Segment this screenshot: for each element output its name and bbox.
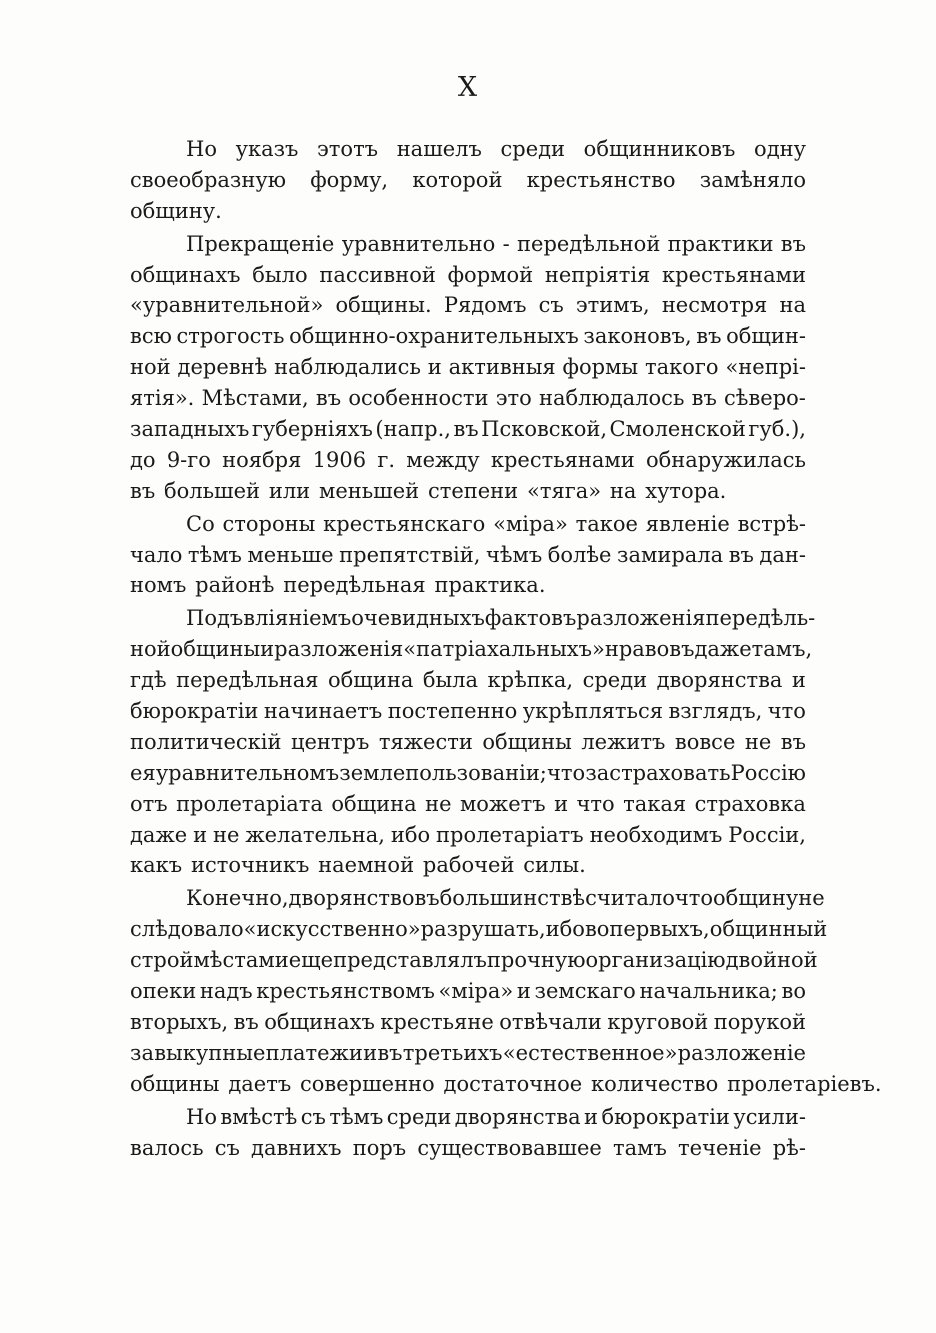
word: (напр., (375, 417, 451, 442)
word: за (130, 1040, 154, 1065)
word: передѣльная (283, 573, 426, 598)
word: не (744, 729, 772, 754)
word: крестьянствомъ (256, 979, 435, 1004)
text-line (130, 229, 806, 260)
word: чало (130, 542, 183, 567)
word: активныя (448, 355, 556, 380)
word: политическій (130, 729, 282, 754)
word: «непрі- (725, 355, 806, 380)
text-line (130, 634, 813, 665)
word: Рядомъ (443, 293, 527, 318)
word: и (260, 637, 275, 662)
word: Конечно, (186, 886, 289, 911)
word: дворянства (656, 668, 783, 693)
word: въ (696, 324, 722, 349)
word: до (130, 447, 156, 472)
word: разложенія (274, 637, 404, 662)
word: Россіи, (728, 822, 806, 847)
word: которой (412, 167, 503, 192)
word: ноября (222, 447, 302, 472)
word: страховка (694, 791, 806, 816)
word: дворянства (454, 1104, 581, 1129)
word: нравовъ (604, 637, 695, 662)
word: этотъ (317, 137, 379, 161)
word: «тяга» (526, 478, 602, 503)
word: въ (453, 417, 479, 442)
word: порукой (713, 1009, 806, 1034)
word: и (516, 979, 531, 1004)
word: Россію (730, 760, 806, 785)
word: дан- (759, 542, 806, 567)
word: и (584, 1104, 599, 1129)
word: несмотря (661, 293, 768, 318)
word: вмѣстѣ (220, 1104, 298, 1129)
word: источникъ (190, 853, 310, 878)
text-line (130, 914, 828, 945)
word: строй (130, 948, 194, 973)
word: крестьянскаго (323, 511, 486, 536)
text-line (130, 383, 806, 414)
paragraph (130, 603, 816, 881)
word: это (495, 386, 532, 411)
word: нашелъ (396, 137, 482, 161)
word: «искусственно» (243, 917, 421, 942)
text-line (130, 727, 806, 758)
word: хутора. (645, 478, 727, 503)
word: начинаетъ (263, 699, 383, 724)
text-line (130, 1133, 806, 1164)
word: практики (667, 231, 774, 256)
word: большинствѣ (439, 886, 586, 911)
word: передѣльной (517, 231, 661, 256)
word: районѣ (195, 573, 275, 598)
word: передѣльная (176, 668, 319, 693)
word: формой (447, 262, 534, 287)
text-line (130, 850, 806, 881)
word: община (328, 668, 414, 693)
text-line (130, 1007, 806, 1038)
word: крестьянами (662, 262, 806, 287)
word: выкупные (154, 1040, 266, 1065)
word: дворянство (288, 886, 415, 911)
word: наемной (318, 853, 415, 878)
word: номъ (130, 573, 187, 598)
text-line (130, 445, 806, 476)
word: Со (186, 511, 215, 536)
word: «уравнительной» (130, 293, 324, 318)
word: губерніяхъ (251, 417, 373, 442)
text-line (130, 196, 806, 227)
word: представлялъ (333, 948, 487, 973)
word: еще (288, 948, 334, 973)
word: деревнѣ (177, 355, 268, 380)
word: всю (130, 324, 172, 349)
word: меньше (247, 542, 334, 567)
word: крестьяне (380, 1009, 494, 1034)
word: ея (130, 760, 156, 785)
word: на (779, 293, 806, 318)
word: въ (315, 386, 342, 411)
word: пролетаріата (176, 791, 323, 816)
word: съ (300, 1104, 326, 1129)
word: общины (482, 729, 572, 754)
word: разложеніе (677, 1040, 806, 1065)
word: тѣмъ (187, 542, 242, 567)
word: ибо (390, 822, 431, 847)
text-line (130, 1102, 806, 1133)
word: пролетаріатъ (436, 822, 584, 847)
word: болѣе (547, 542, 612, 567)
word: застраховать (585, 760, 731, 785)
word: между (406, 447, 480, 472)
paragraph (130, 134, 806, 227)
word: пассивной (319, 262, 436, 287)
word: организацію (585, 948, 726, 973)
text-line (130, 1069, 882, 1100)
word: вовсе (674, 729, 736, 754)
word: и (193, 822, 208, 847)
paragraph (130, 509, 806, 602)
word: не (798, 886, 825, 911)
word: въ (691, 386, 717, 411)
text-line (130, 414, 806, 445)
word: опеки (130, 979, 197, 1004)
word: круговой (607, 1009, 709, 1034)
word: «міра» (493, 511, 568, 536)
word: отъ (130, 791, 168, 816)
word: замѣняло (699, 167, 806, 192)
text-line (130, 789, 806, 820)
word: вторыхъ, (130, 1009, 229, 1034)
word: общин- (726, 324, 806, 349)
text-line (130, 476, 806, 507)
word: такая (623, 791, 687, 816)
word: общинахъ (264, 1009, 375, 1034)
word: давнихъ (251, 1135, 342, 1160)
word: Прекращеніе (186, 231, 335, 256)
word: уравнительно (341, 231, 496, 256)
word: крѣпка, (487, 668, 574, 693)
word: рѣ- (772, 1135, 806, 1160)
word: «естественное» (502, 1040, 678, 1065)
word: гдѣ (130, 668, 167, 693)
word: Смоленской (609, 417, 746, 442)
word: встрѣ- (737, 511, 806, 536)
word: третьихъ (402, 1040, 503, 1065)
word: степени (427, 478, 519, 503)
word: теченіе (678, 1135, 762, 1160)
word: чѣмъ (485, 542, 543, 567)
word: вліяніемъ (243, 606, 352, 631)
word: своеобразную (130, 167, 286, 192)
word: обнаружилась (645, 447, 806, 472)
word: община (331, 791, 417, 816)
word: не (212, 822, 240, 847)
word: даетъ (228, 1071, 292, 1096)
text-line (130, 820, 806, 851)
word: въ (780, 231, 806, 256)
word: существовавшее (417, 1135, 602, 1160)
word: количество (591, 1071, 719, 1096)
word: препятствій, (339, 542, 481, 567)
word: слѣдовало (130, 917, 244, 942)
word: ибо (545, 917, 585, 942)
word: и (363, 1040, 378, 1065)
word: силы. (523, 853, 586, 878)
word: была (422, 668, 479, 693)
word: мѣстами (193, 948, 289, 973)
word: считало (585, 886, 675, 911)
text-line (130, 758, 806, 789)
word: пролетаріевъ. (727, 1071, 882, 1096)
text-line (130, 570, 806, 601)
text-line (130, 165, 806, 196)
word: такое (575, 511, 638, 536)
word: желательна, (245, 822, 385, 847)
word: какъ (130, 853, 183, 878)
word: тамъ (613, 1135, 667, 1160)
word: уравнительномъ (155, 760, 340, 785)
word: рабочей (422, 853, 515, 878)
word: отвѣчали (499, 1009, 602, 1034)
text-line (130, 321, 806, 352)
word: Но (186, 1104, 217, 1129)
word: двойной (725, 948, 818, 973)
word: можетъ (459, 791, 546, 816)
word: законовъ, (583, 324, 692, 349)
word: въ (780, 729, 806, 754)
text-line (130, 883, 825, 914)
word: во (584, 917, 610, 942)
word: Подъ (186, 606, 244, 631)
word: общину (713, 886, 799, 911)
word: что (674, 886, 714, 911)
word: и (427, 355, 442, 380)
word: Но (186, 137, 217, 161)
word: или (268, 478, 311, 503)
text-line (130, 1038, 806, 1069)
word: форму, (310, 167, 389, 192)
word: особенности (348, 386, 489, 411)
word: общинахъ (130, 262, 241, 287)
word: «патріахальныхъ» (403, 637, 605, 662)
word: сѣверо- (724, 386, 806, 411)
word: общины (170, 637, 261, 662)
word: земскаго (534, 979, 636, 1004)
text-line (130, 603, 816, 634)
word: западныхъ (130, 417, 250, 442)
text-line (130, 540, 806, 571)
text-line (130, 260, 806, 291)
word: передѣль- (705, 606, 816, 631)
word: общинный (709, 917, 828, 942)
word: необходимъ (589, 822, 723, 847)
word: достаточное (443, 1071, 583, 1096)
word: одну (754, 137, 806, 161)
word: среди (582, 668, 648, 693)
word: этимъ, (575, 293, 650, 318)
word: начальника; (639, 979, 778, 1004)
word: бюрократіи (601, 1104, 730, 1129)
word: практика. (434, 573, 546, 598)
word: общины (130, 1071, 220, 1096)
text-line (130, 352, 806, 383)
word: взглядъ, (668, 699, 763, 724)
word: землепользованіи; (339, 760, 547, 785)
text-line (130, 665, 806, 696)
word: фактовъ (484, 606, 577, 631)
word: надъ (199, 979, 253, 1004)
word: непріятія (544, 262, 651, 287)
word: 9-го (166, 447, 211, 472)
body-text (130, 134, 882, 1163)
word: общины. (335, 293, 432, 318)
word: первыхъ, (609, 917, 710, 942)
text-line (130, 290, 806, 321)
word: усили- (733, 1104, 806, 1129)
paragraph (130, 229, 806, 507)
word: явленіе (645, 511, 730, 536)
word: крестьянами (490, 447, 635, 472)
word: даже (694, 637, 752, 662)
word: центръ (291, 729, 370, 754)
word: ной (130, 637, 171, 662)
word: даже (130, 822, 188, 847)
word: «міра» (438, 979, 514, 1004)
word: среди (386, 1104, 452, 1129)
word: ятія». (130, 386, 195, 411)
word: Мѣстами, (201, 386, 309, 411)
word: очевидныхъ (351, 606, 485, 631)
page-number: X (457, 72, 479, 103)
word: общину. (130, 198, 222, 223)
paragraph (130, 1102, 806, 1164)
word: среди (500, 137, 566, 161)
word: крестьянство (526, 167, 676, 192)
paragraph (130, 883, 882, 1099)
word: г. (377, 447, 395, 472)
word: стороны (222, 511, 316, 536)
word: указъ (235, 137, 299, 161)
word: тяжести (378, 729, 473, 754)
word: разложенія (576, 606, 706, 631)
word: наблюдалось (538, 386, 685, 411)
word: - (502, 231, 510, 256)
word: формы (562, 355, 639, 380)
word: платежи (265, 1040, 363, 1065)
word: въ (377, 1040, 403, 1065)
word: валось (130, 1135, 204, 1160)
word: общинно-охранительныхъ (289, 324, 579, 349)
text-line (130, 509, 806, 540)
word: во (781, 979, 806, 1004)
word: бюрократіи (130, 699, 259, 724)
word: большей (164, 478, 261, 503)
text-line (130, 696, 806, 727)
word: такого (645, 355, 719, 380)
word: поръ (352, 1135, 407, 1160)
word: совершенно (300, 1071, 435, 1096)
word: съ (214, 1135, 240, 1160)
word: постепенно (387, 699, 518, 724)
word: укрѣпляться (522, 699, 663, 724)
word: замирала (617, 542, 724, 567)
word: что (547, 760, 586, 785)
text-line (130, 945, 818, 976)
word: что (767, 699, 806, 724)
text-line (130, 134, 806, 165)
word: меньшей (318, 478, 420, 503)
word: строгость (176, 324, 285, 349)
word: прочную (486, 948, 586, 973)
word: тѣмъ (329, 1104, 384, 1129)
word: разрушать, (420, 917, 546, 942)
word: было (252, 262, 308, 287)
word: въ (728, 542, 754, 567)
word: не (425, 791, 452, 816)
word: ной (130, 355, 171, 380)
word: 1906 (312, 447, 367, 472)
word: въ (414, 886, 440, 911)
word: и (554, 791, 569, 816)
word: губ.), (748, 417, 806, 442)
word: въ (233, 1009, 259, 1034)
word: лежитъ (581, 729, 666, 754)
word: на (609, 478, 637, 503)
word: тамъ, (751, 637, 813, 662)
word: что (576, 791, 615, 816)
word: наблюдались (274, 355, 421, 380)
word: и (791, 668, 806, 693)
text-line (130, 976, 806, 1007)
word: съ (538, 293, 564, 318)
word: въ (130, 478, 156, 503)
word: общинниковъ (583, 137, 736, 161)
word: Псковской, (481, 417, 608, 442)
